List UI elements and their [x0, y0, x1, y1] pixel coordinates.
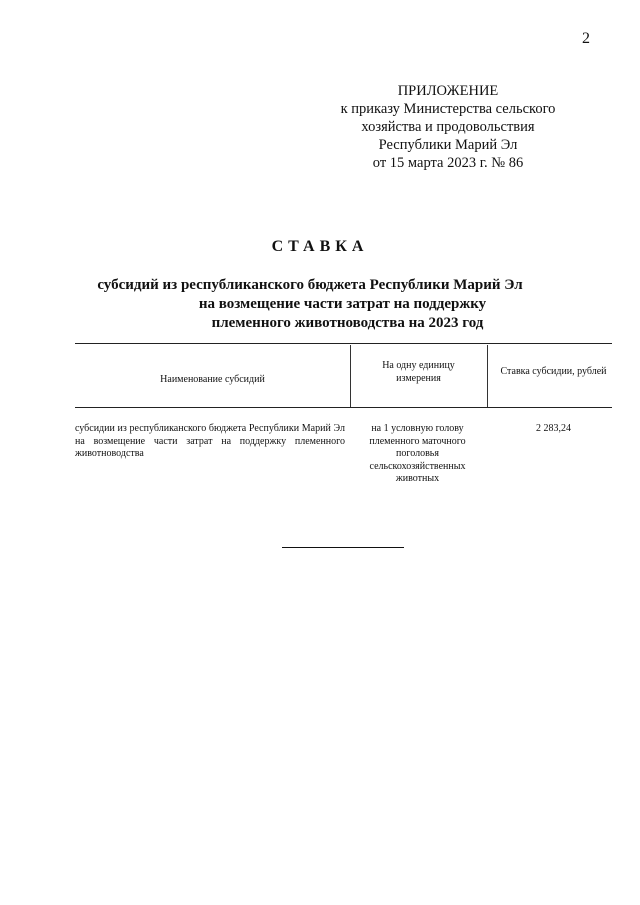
appendix-block [318, 82, 578, 172]
subtitle-line-2: на возмещение части затрат на поддержку [198, 296, 487, 312]
table-top-border [75, 343, 612, 344]
header-rate: Ставка субсидии, рублей [500, 366, 607, 377]
subtitle-line-3: племенного животноводства на 2023 год [211, 315, 484, 331]
document-title: СТАВКА [271, 238, 369, 255]
cell-unit: на 1 условную голову племенного маточного поголовья сельскохозяйственных животных [369, 423, 466, 484]
document-subtitle [60, 276, 620, 333]
appendix-line-4: от 15 марта 2023 г. № 86 [372, 155, 524, 171]
page-number: 2 [582, 30, 590, 47]
table-header-bottom-border [75, 407, 612, 408]
appendix-line-2: хозяйства и продовольствия [361, 119, 535, 135]
appendix-line-1: к приказу Министерства сельского [340, 101, 556, 117]
cell-subsidy-name: субсидии из республиканского бюджета Республики Марий Эл на возмещение части затрат на поддержку племенного животноводства [75, 423, 345, 459]
subtitle-line-1: субсидий из республиканского бюджета Республики Марий Эл [97, 277, 523, 293]
header-subsidy-name: Наименование субсидий [160, 374, 265, 385]
table-column-divider-1 [350, 345, 351, 407]
appendix-heading: ПРИЛОЖЕНИЕ [397, 83, 499, 99]
appendix-line-3: Республики Марий Эл [378, 137, 518, 153]
cell-rate: 2 283,24 [536, 423, 571, 434]
end-of-document-rule [282, 547, 404, 548]
header-unit: На одну единицу измерения [382, 360, 455, 384]
table-column-divider-2 [487, 345, 488, 407]
